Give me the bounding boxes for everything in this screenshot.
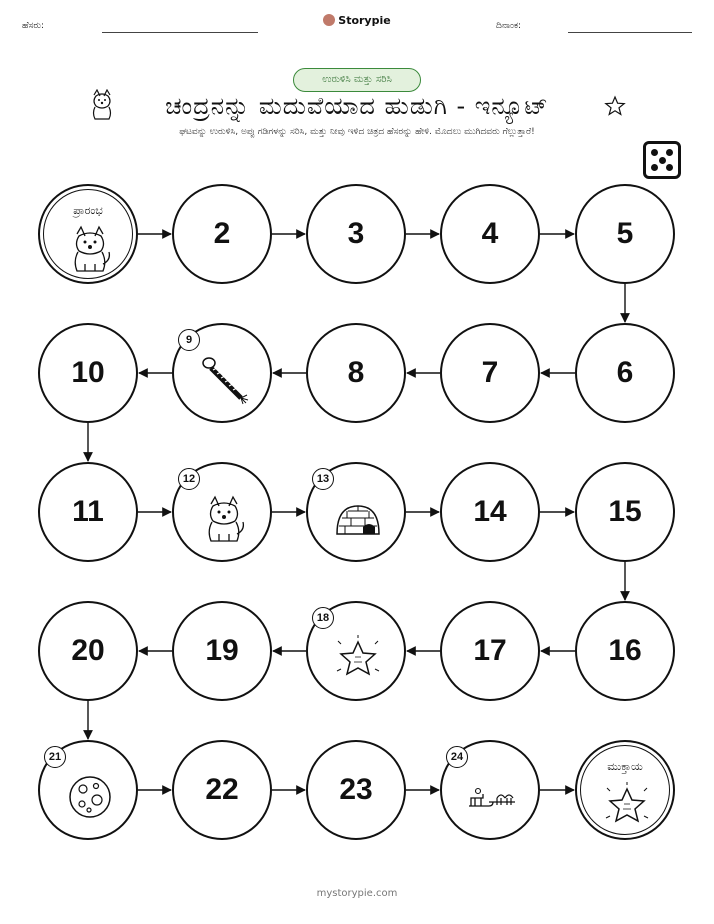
board-space[interactable] (306, 601, 406, 701)
start-label: ಪ್ರಾರಂಭ (73, 204, 103, 217)
board-space[interactable] (172, 323, 272, 423)
space-number: 11 (72, 495, 104, 528)
board-space[interactable] (306, 184, 406, 284)
space-number: 15 (608, 495, 642, 528)
space-number-badge: 21 (44, 746, 66, 768)
board-space[interactable] (306, 740, 406, 840)
board-space[interactable] (38, 601, 138, 701)
board-space[interactable] (38, 740, 138, 840)
space-number: 8 (347, 356, 365, 389)
board-space[interactable] (38, 323, 138, 423)
space-number-badge: 9 (178, 329, 200, 351)
board-space[interactable] (38, 462, 138, 562)
space-number: 17 (473, 634, 507, 667)
space-number: 5 (616, 217, 634, 250)
board-space[interactable] (306, 462, 406, 562)
moon-icon (65, 772, 115, 822)
igloo-icon (333, 494, 383, 544)
space-number: 4 (481, 217, 499, 250)
name-label: ಹೆಸರು: (22, 21, 45, 31)
space-number: 3 (347, 217, 365, 250)
space-number: 14 (473, 495, 507, 528)
space-number: 16 (608, 634, 642, 667)
space-number: 2 (213, 217, 231, 250)
space-number: 7 (481, 356, 499, 389)
space-number: 6 (616, 356, 634, 389)
date-label: ದಿನಾಂಕ: (496, 21, 522, 31)
board-space[interactable] (306, 323, 406, 423)
space-number: 23 (339, 773, 373, 806)
board-space[interactable] (172, 601, 272, 701)
rope-icon (199, 355, 249, 405)
board-space[interactable] (575, 184, 675, 284)
board-space[interactable] (440, 184, 540, 284)
instructions: ಘಟವನ್ನು ಉರುಳಿಸಿ, ಅಪ್ಪು ಗಡಿಗಳನ್ನು ಸರಿಸಿ, ಮತ್ತು ನೀವು ಇಳಿದ ಚಿತ್ರದ ಹೆಸರನ್ನು ಹೇಳಿ. ಮೊದಲು ಮುಗಿದವರು ಗೆಲ್ಲುತ್ತಾರೆ! (179, 127, 535, 137)
space-number-badge: 13 (312, 468, 334, 490)
board-space[interactable] (575, 462, 675, 562)
board-space[interactable] (440, 323, 540, 423)
board-space[interactable] (440, 462, 540, 562)
sled-icon (467, 772, 517, 822)
page-title: ಚಂದ್ರನನ್ನು ಮದುವೆಯಾದ ಹುಡುಗಿ - ಇನ್ಯೂಟ್ (165, 92, 549, 120)
space-number-badge: 18 (312, 607, 334, 629)
finish-space[interactable] (575, 740, 675, 840)
board-space[interactable] (575, 601, 675, 701)
start-space[interactable] (38, 184, 138, 284)
brand-name: Storypie (338, 14, 391, 27)
star-icon (333, 633, 383, 683)
board-space[interactable] (172, 184, 272, 284)
finish-label: ಮುಕ್ತಾಯ (607, 760, 643, 773)
footer-url[interactable]: mystorypie.com (316, 888, 398, 899)
board-space[interactable] (440, 740, 540, 840)
space-number: 10 (71, 356, 105, 389)
board-space[interactable] (440, 601, 540, 701)
space-number-badge: 12 (178, 468, 200, 490)
space-number: 19 (205, 634, 239, 667)
star-icon (602, 780, 652, 830)
board-space[interactable] (172, 462, 272, 562)
dog-icon (199, 494, 249, 544)
space-number: 20 (71, 634, 105, 667)
dog-icon (65, 224, 115, 274)
space-number-badge: 24 (446, 746, 468, 768)
board-space[interactable] (575, 323, 675, 423)
game-type-pill: ಉರುಳಿಸಿ ಮತ್ತು ಸರಿಸಿ (293, 68, 421, 92)
board-space[interactable] (172, 740, 272, 840)
space-number: 22 (205, 773, 239, 806)
